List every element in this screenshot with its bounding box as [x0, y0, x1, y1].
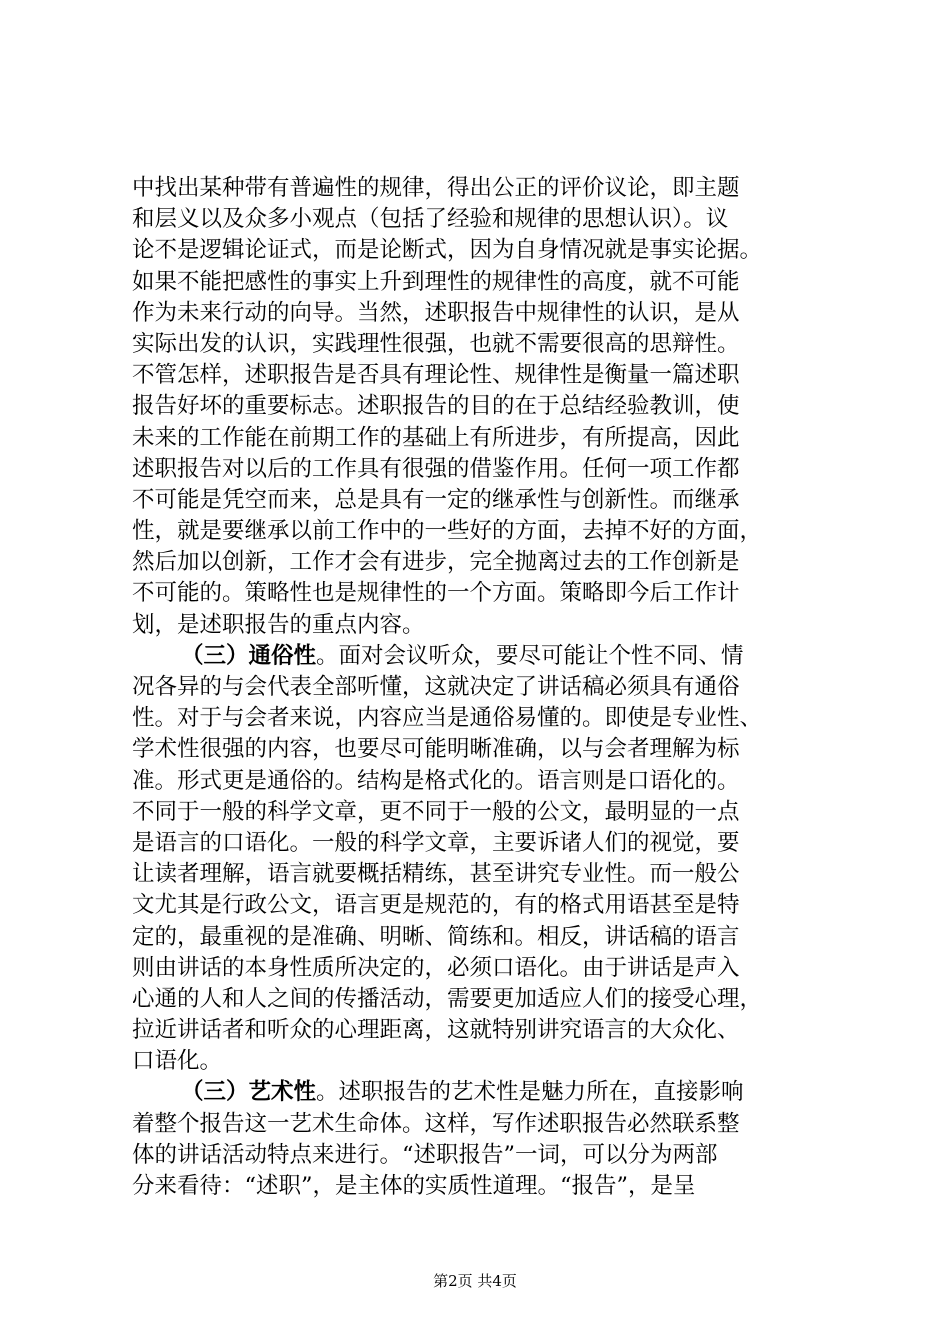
- text-line: 拉近讲话者和听众的心理距离，这就特别讲究语言的大众化、: [132, 1017, 740, 1044]
- text-run: 。面对会议听众，要尽可能让个性不同、情: [316, 642, 744, 669]
- text-line: 未来的工作能在前期工作的基础上有所进步，有所提高，因此: [132, 424, 740, 451]
- text-line: 述职报告对以后的工作具有很强的借鉴作用。任何一项工作都: [132, 455, 740, 482]
- text-line: 心通的人和人之间的传播活动，需要更加适应人们的接受心理，: [132, 985, 763, 1012]
- section-heading: （三）艺术性: [181, 1079, 317, 1106]
- paragraph-first-line: [132, 1077, 832, 1108]
- text-line: 作为未来行动的向导。当然，述职报告中规律性的认识，是从: [132, 299, 740, 326]
- text-line: 则由讲话的本身性质所决定的，必须口语化。由于讲话是声入: [132, 954, 740, 981]
- text-line: 和层义以及众多小观点（包括了经验和规律的思想认识）。议: [132, 206, 729, 233]
- text-line: 让读者理解，语言就要概括精练，甚至讲究专业性。而一般公: [132, 861, 740, 888]
- text-line: 况各异的与会代表全部听懂，这就决定了讲话稿必须具有通俗: [132, 674, 740, 700]
- text-line: 不同于一般的科学文章，更不同于一般的公文，最明显的一点: [132, 798, 740, 825]
- text-line: 准。形式更是通俗的。结构是格式化的。语言则是口语化的。: [132, 767, 740, 794]
- text-line: 实际出发的认识，实践理性很强，也就不需要很高的思辩性。: [132, 330, 740, 357]
- text-line: 着整个报告这一艺术生命体。这样，写作述职报告必然联系整: [132, 1110, 740, 1137]
- text-line: 如果不能把感性的事实上升到理性的规律性的高度，就不可能: [132, 268, 740, 295]
- text-line: 然后加以创新，工作才会有进步，完全抛离过去的工作创新是: [132, 549, 740, 576]
- text-line: 学术性很强的内容，也要尽可能明晰准确，以与会者理解为标: [132, 736, 740, 763]
- section-heading: （三）通俗性: [181, 642, 317, 669]
- page-footer: 第2页 共4页: [433, 1272, 517, 1290]
- text-line: 不可能是凭空而来，总是具有一定的继承性与创新性。而继承: [132, 486, 740, 513]
- text-line: 分来看待：“述职”，是主体的实质性道理。“报告”，是呈: [132, 1173, 696, 1199]
- text-line: 性，就是要继承以前工作中的一些好的方面，去掉不好的方面，: [132, 518, 763, 545]
- text-line: 中找出某种带有普遍性的规律，得出公正的评价议论，即主题: [132, 175, 740, 201]
- text-line: 不可能的。策略性也是规律性的一个方面。策略即今后工作计: [132, 580, 740, 607]
- text-line: 论不是逻辑论证式，而是论断式，因为自身情况就是事实论据。: [132, 237, 763, 264]
- body-text: [132, 173, 832, 1202]
- text-run: 。述职报告的艺术性是魅力所在，直接影响: [316, 1079, 744, 1106]
- text-line: 报告好坏的重要标志。述职报告的目的在于总结经验教训，使: [132, 393, 740, 420]
- text-line: 定的，最重视的是准确、明晰、简练和。相反，讲话稿的语言: [132, 923, 740, 950]
- text-line: 不管怎样，述职报告是否具有理论性、规律性是衡量一篇述职: [132, 362, 740, 389]
- text-line: 口语化。: [132, 1048, 223, 1075]
- text-line: 划，是述职报告的重点内容。: [132, 611, 425, 638]
- text-line: 体的讲话活动特点来进行。“述职报告”一词，可以分为两部: [132, 1141, 718, 1168]
- text-line: 文尤其是行政公文，语言更是规范的，有的格式用语甚至是特: [132, 892, 740, 919]
- text-line: 性。对于与会者来说，内容应当是通俗易懂的。即使是专业性、: [132, 705, 763, 732]
- text-line: 是语言的口语化。一般的科学文章，主要诉诸人们的视觉，要: [132, 829, 740, 856]
- paragraph-first-line: [132, 641, 832, 672]
